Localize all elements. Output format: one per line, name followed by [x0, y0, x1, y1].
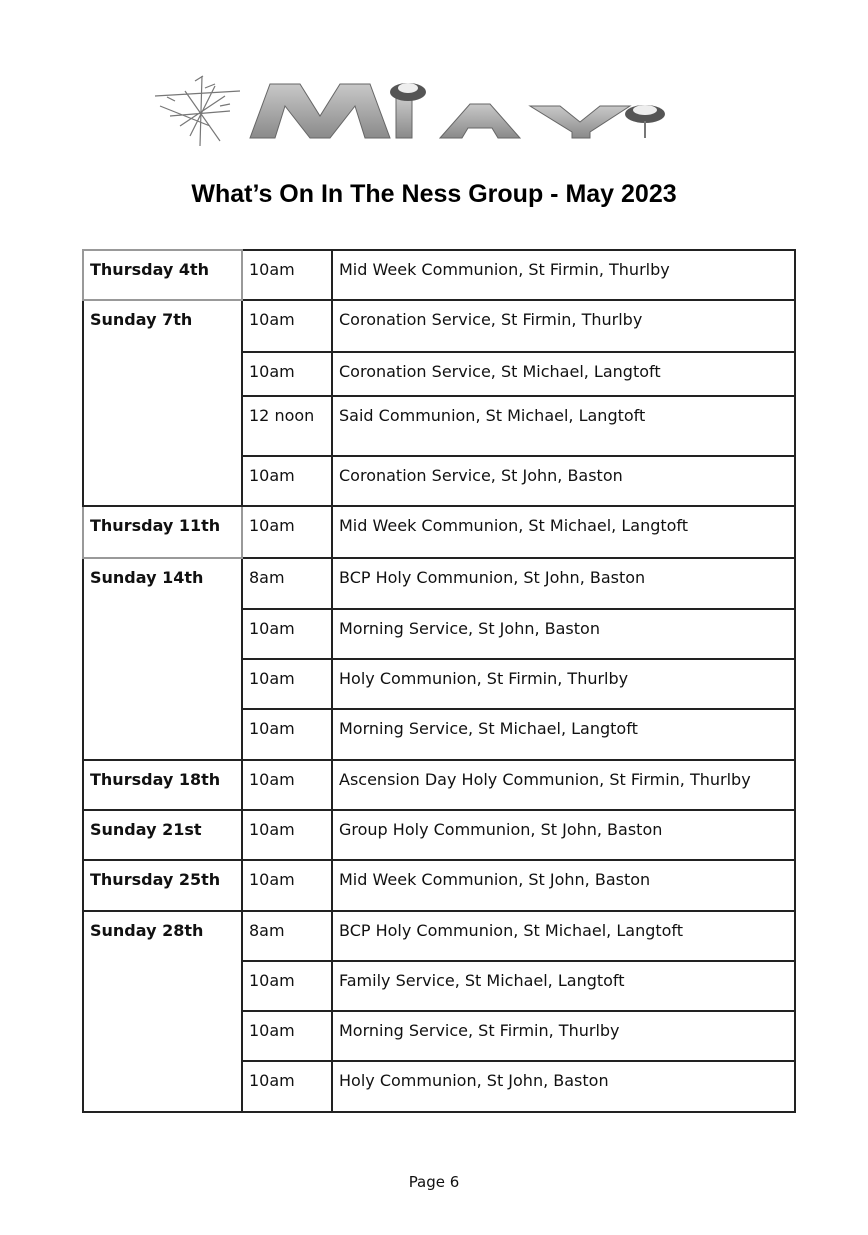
event-cell: Said Communion, St Michael, Langtoft	[332, 396, 795, 456]
event-cell: BCP Holy Communion, St Michael, Langtoft	[332, 911, 795, 961]
time-cell: 12 noon	[242, 396, 332, 456]
time-cell: 8am	[242, 911, 332, 961]
table-row	[83, 911, 795, 961]
schedule-table	[82, 249, 796, 1113]
time-cell: 10am	[242, 506, 332, 558]
event-cell: Mid Week Communion, St John, Baston	[332, 860, 795, 911]
event-cell: Morning Service, St Firmin, Thurlby	[332, 1011, 795, 1061]
day-cell: Sunday 28th	[83, 911, 242, 1112]
event-cell: Mid Week Communion, St Firmin, Thurlby	[332, 250, 795, 300]
day-cell: Thursday 18th	[83, 760, 242, 810]
foliage-icon	[155, 76, 240, 146]
table-row	[83, 250, 795, 300]
event-cell: Morning Service, St John, Baston	[332, 609, 795, 659]
time-cell: 10am	[242, 609, 332, 659]
table-row	[83, 300, 795, 352]
table-row	[83, 860, 795, 911]
time-cell: 10am	[242, 456, 332, 506]
event-cell: Mid Week Communion, St Michael, Langtoft	[332, 506, 795, 558]
time-cell: 10am	[242, 709, 332, 760]
day-cell: Sunday 14th	[83, 558, 242, 760]
may-logo-graphic	[140, 66, 700, 152]
table-row	[83, 506, 795, 558]
time-cell: 10am	[242, 860, 332, 911]
time-cell: 10am	[242, 1061, 332, 1112]
table-row	[83, 760, 795, 810]
time-cell: 10am	[242, 961, 332, 1011]
time-cell: 10am	[242, 659, 332, 709]
may-letters	[250, 84, 630, 138]
time-cell: 10am	[242, 300, 332, 352]
time-cell: 10am	[242, 760, 332, 810]
time-cell: 10am	[242, 1011, 332, 1061]
event-cell: Morning Service, St Michael, Langtoft	[332, 709, 795, 760]
event-cell: Coronation Service, St John, Baston	[332, 456, 795, 506]
event-cell: Holy Communion, St Firmin, Thurlby	[332, 659, 795, 709]
event-cell: Holy Communion, St John, Baston	[332, 1061, 795, 1112]
day-cell: Thursday 11th	[83, 506, 242, 558]
event-cell: Ascension Day Holy Communion, St Firmin, Thurlby	[332, 760, 795, 810]
time-cell: 8am	[242, 558, 332, 609]
day-cell: Sunday 7th	[83, 300, 242, 506]
time-cell: 10am	[242, 810, 332, 860]
time-cell: 10am	[242, 250, 332, 300]
day-cell: Sunday 21st	[83, 810, 242, 860]
event-cell: Coronation Service, St Firmin, Thurlby	[332, 300, 795, 352]
page-title: What’s On In The Ness Group - May 2023	[191, 180, 677, 208]
page-number: Page 6	[408, 1173, 460, 1191]
time-cell: 10am	[242, 352, 332, 396]
event-cell: Family Service, St Michael, Langtoft	[332, 961, 795, 1011]
event-cell: Coronation Service, St Michael, Langtoft	[332, 352, 795, 396]
day-cell: Thursday 4th	[83, 250, 242, 300]
may-logo	[140, 66, 700, 152]
event-cell: BCP Holy Communion, St John, Baston	[332, 558, 795, 609]
table-row	[83, 558, 795, 609]
table-row	[83, 810, 795, 860]
event-cell: Group Holy Communion, St John, Baston	[332, 810, 795, 860]
day-cell: Thursday 25th	[83, 860, 242, 911]
